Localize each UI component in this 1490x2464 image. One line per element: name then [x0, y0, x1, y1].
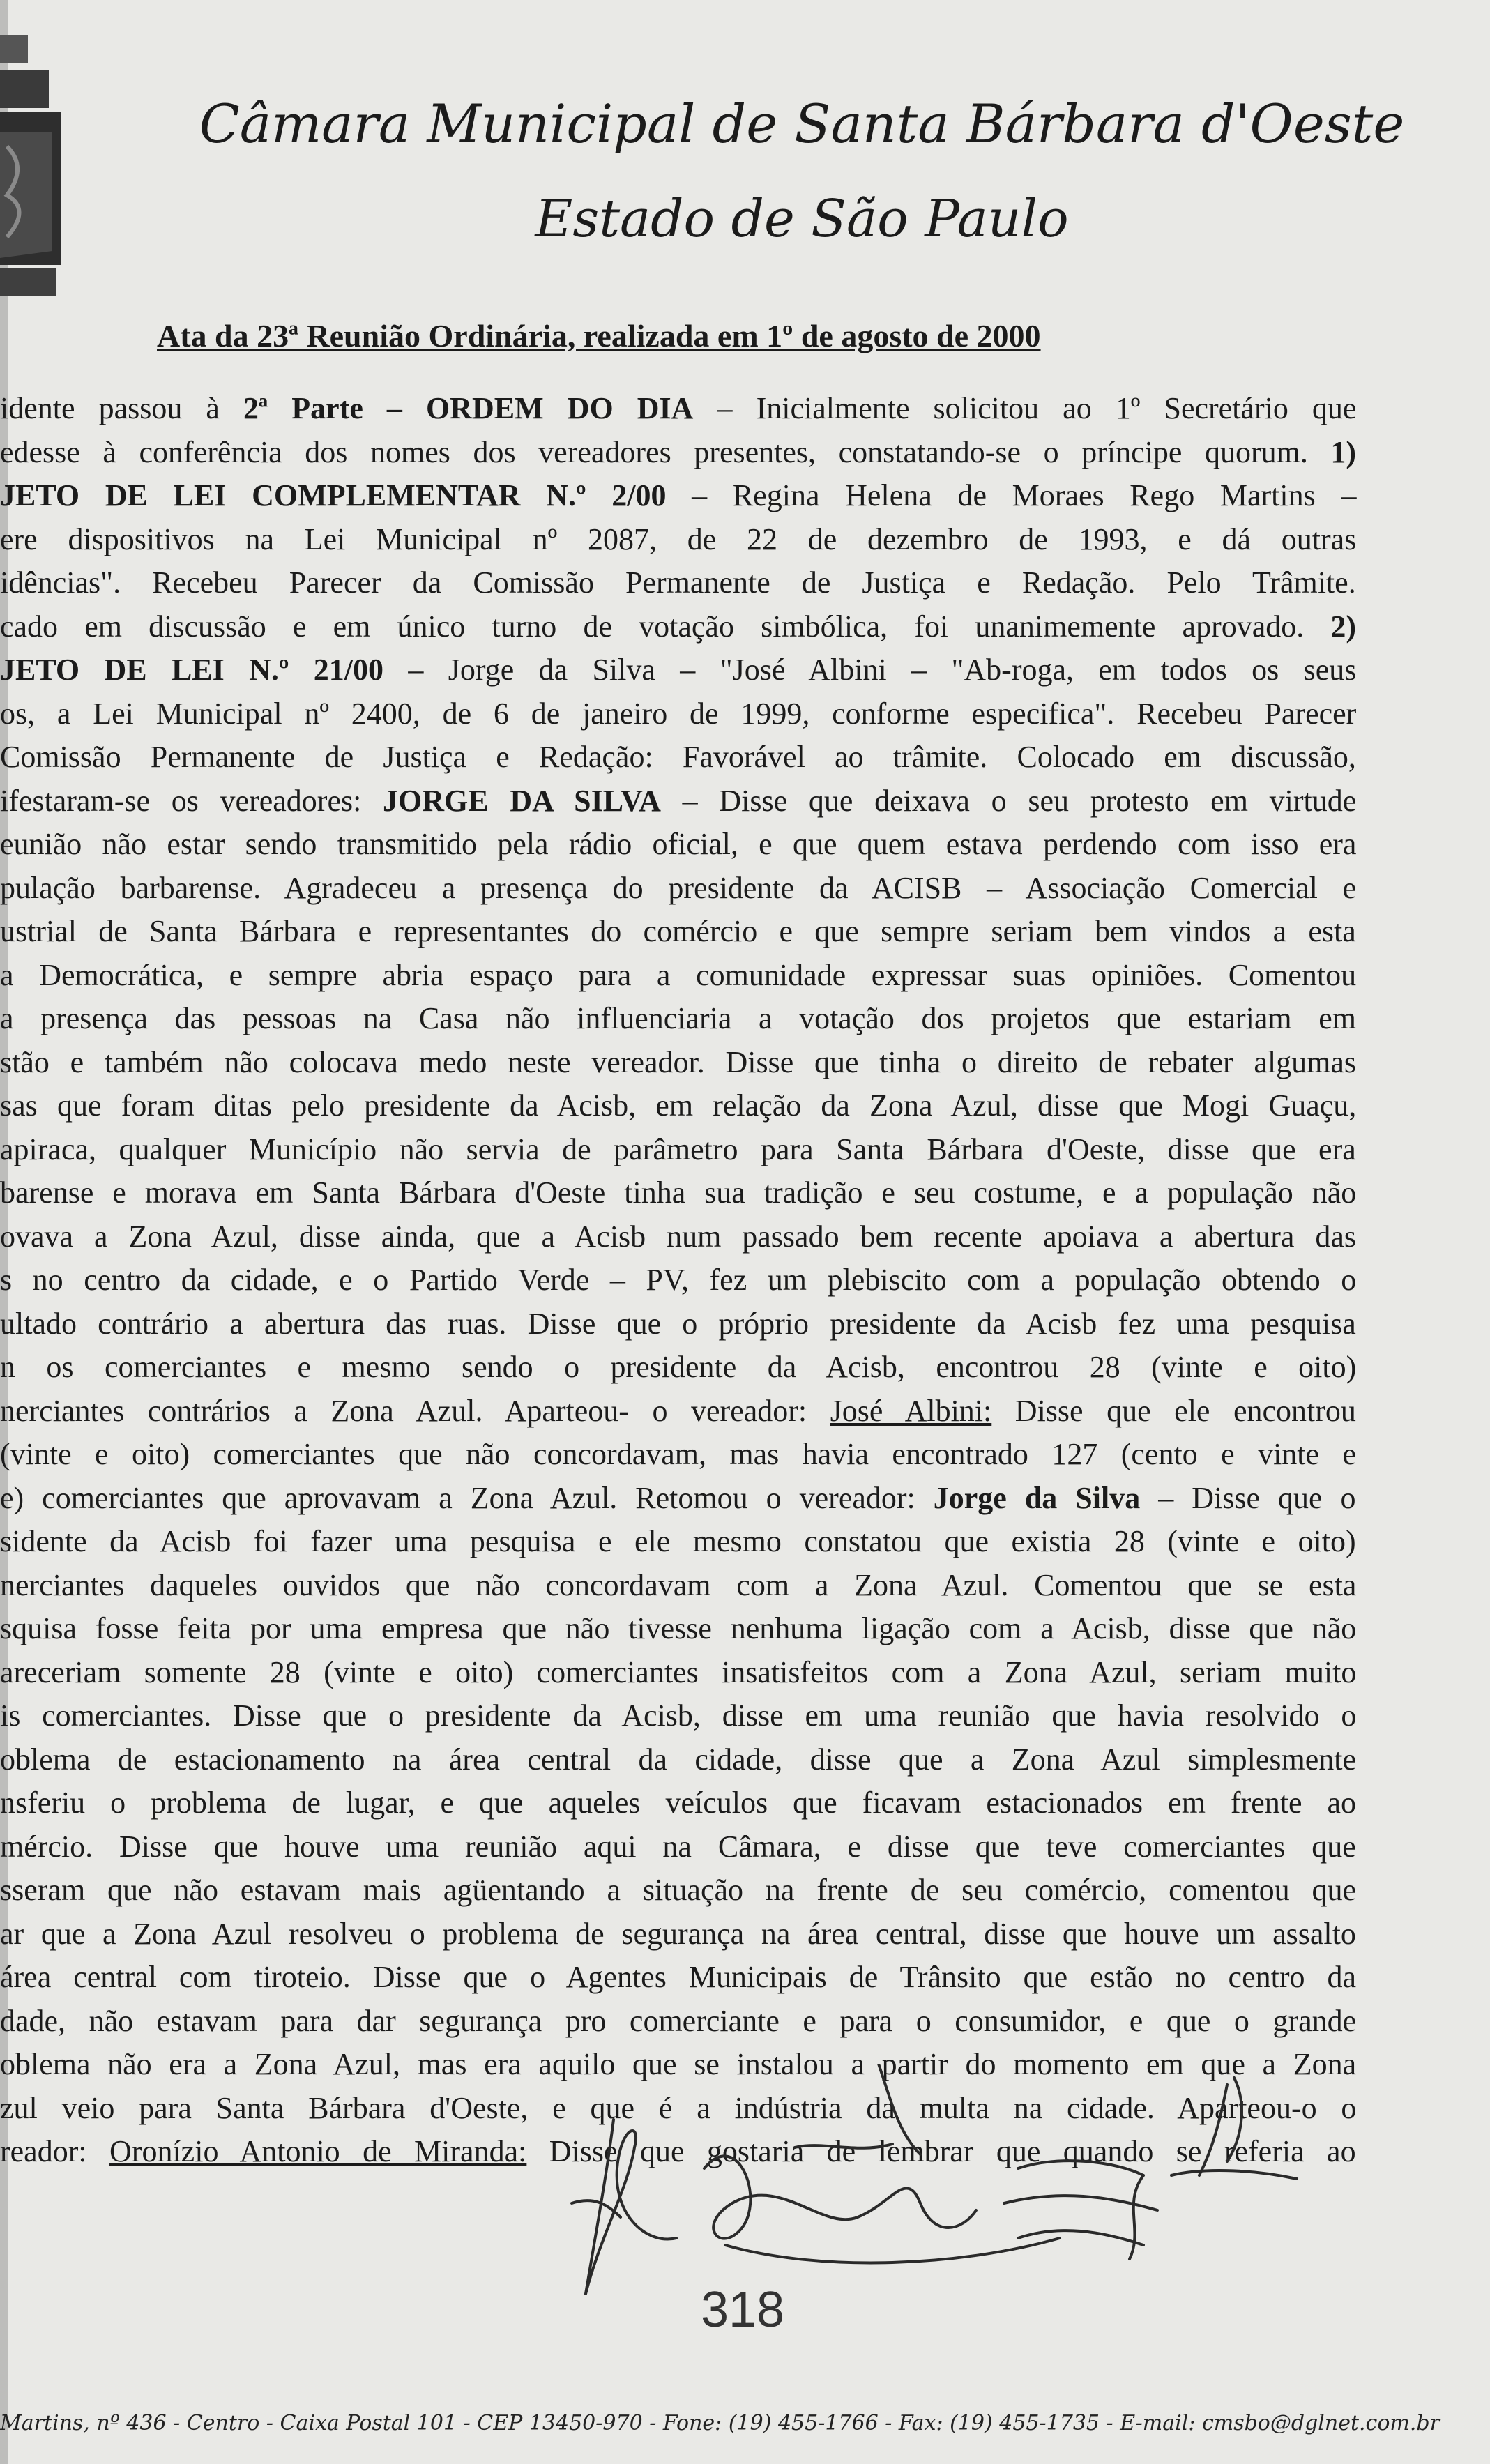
body-line: [0, 1044, 1356, 1081]
body-text: Disse que gostaria de lembrar que quando se referia ao: [526, 2134, 1356, 2168]
body-text: ar que a Zona Azul resolveu o problema de segurança na área central, disse que houve um assalto: [0, 1916, 1356, 1951]
signatures: [530, 2064, 1436, 2329]
body-line: [0, 1916, 1356, 1952]
body-line: [0, 1655, 1356, 1691]
body-text: areceriam somente 28 (vinte e oito) comerciantes insatisfeitos com a Zona Azul, seriam muito: [0, 1655, 1357, 1689]
body-text: ere dispositivos na Lei Municipal nº 2087, de 22 de dezembro de 1993, e dá outras: [0, 522, 1357, 556]
body-text: ultado contrário a abertura das ruas. Disse que o próprio presidente da Acisb fez uma pesquisa: [0, 1306, 1356, 1341]
body-text: ustrial de Santa Bárbara e representantes do comércio e que sempre seriam bem vindos a esta: [0, 914, 1356, 948]
body-text: ifestaram-se os vereadores:: [0, 783, 383, 818]
body-line: [0, 1785, 1356, 1821]
body-line: [0, 652, 1356, 688]
body-line: [0, 1306, 1356, 1342]
body-line: [0, 1088, 1356, 1124]
body-text: nerciantes daqueles ouvidos que não concordavam com a Zona Azul. Comentou que se esta: [0, 1567, 1357, 1602]
body-text: Jorge da Silva: [933, 1480, 1141, 1515]
body-line: [0, 1523, 1356, 1560]
body-line: [0, 1959, 1356, 1995]
body-line: [0, 478, 1356, 514]
letterhead: [126, 91, 1478, 252]
body-text: sidente da Acisb foi fazer uma pesquisa e ele mesmo constatou que existia 28 (vinte e oito): [0, 1524, 1356, 1558]
body-line: [0, 1349, 1356, 1385]
body-text: (vinte e oito) comerciantes que não concordavam, mas havia encontrado 127 (cento e vinte e: [0, 1437, 1357, 1471]
body-text: a Democrática, e sempre abria espaço para a comunidade expressar suas opiniões. Comentou: [0, 957, 1357, 992]
body-text: eunião não estar sendo transmitido pela rádio oficial, e que quem estava perdendo com isso era: [0, 827, 1357, 861]
body-line: [0, 870, 1356, 906]
body-line: [0, 609, 1356, 645]
body-text: apiraca, qualquer Município não servia de parâmetro para Santa Bárbara d'Oeste, disse que era: [0, 1132, 1356, 1166]
body-text: stão e também não colocava medo neste vereador. Disse que tinha o direito de rebater algumas: [0, 1044, 1357, 1079]
body-line: [0, 783, 1356, 819]
body-line: [0, 1567, 1356, 1604]
body-line: [0, 1262, 1356, 1298]
body-text: nsferiu o problema de lugar, e que aqueles veículos que ficavam estacionados em frente ao: [0, 1786, 1357, 1820]
chamber-name: Câmara Municipal de Santa Bárbara d'Oeste: [199, 93, 1405, 155]
body-text: JETO DE LEI COMPLEMENTAR N.º 2/00: [0, 478, 667, 512]
body-text: s no centro da cidade, e o Partido Verde – PV, fez um plebiscito com a população obtendo o: [0, 1263, 1357, 1297]
address-footer: Martins, nº 436 - Centro - Caixa Postal 101 - CEP 13450-970 - Fone: (19) 455-1766 - Fax: (19) 455-1735 - E-mail: cmsbo@dglnet.com.br: [0, 2411, 1440, 2435]
body-line: [0, 1611, 1356, 1647]
body-line: [0, 565, 1356, 601]
body-text: JORGE DA SILVA: [383, 783, 661, 818]
body-text: – Disse que o: [1140, 1480, 1356, 1515]
state-name: Estado de São Paulo: [535, 189, 1069, 249]
body-line: [0, 522, 1356, 558]
body-text: 2): [1330, 609, 1357, 644]
body-line: [0, 826, 1356, 862]
body-text: Comissão Permanente de Justiça e Redação: Favorável ao trâmite. Colocado em discussão,: [0, 740, 1356, 774]
body-text: ovava a Zona Azul, disse ainda, que a Acisb num passado bem recente apoiava a abertura das: [0, 1219, 1357, 1254]
body-text: idente passou à: [0, 391, 244, 425]
body-text: mércio. Disse que houve uma reunião aqui na Câmara, e disse que teve comerciantes que: [0, 1829, 1356, 1864]
body-line: [0, 913, 1356, 950]
body-line: [0, 1742, 1356, 1778]
body-text: – Jorge da Silva – "José Albini – "Ab-roga, em todos os seus: [383, 653, 1357, 687]
body-text: 1): [1330, 434, 1357, 469]
body-text: Disse que ele encontrou: [991, 1393, 1356, 1428]
body-text: pulação barbarense. Agradeceu a presença do presidente da ACISB – Associação Comercial e: [0, 870, 1357, 905]
body-line: [0, 434, 1356, 471]
body-line: [0, 1829, 1356, 1865]
body-line: [0, 2003, 1356, 2039]
body-text: José Albini:: [830, 1393, 992, 1428]
coat-of-arms-icon: [0, 28, 66, 321]
body-text: idências". Recebeu Parecer da Comissão Permanente de Justiça e Redação. Pelo Trâmite.: [0, 565, 1356, 600]
body-line: [0, 1480, 1356, 1516]
minutes-title: Ata da 23ª Reunião Ordinária, realizada em 1º de agosto de 2000: [157, 318, 1041, 353]
body-text: 2ª Parte – ORDEM DO DIA: [243, 391, 694, 425]
body-text: squisa fosse feita por uma empresa que não tivesse nenhuma ligação com a Acisb, disse que não: [0, 1611, 1357, 1645]
body-text: zul veio para Santa Bárbara d'Oeste, e que é a indústria da multa na cidade. Aparteou-o o: [0, 2090, 1357, 2125]
body-text: área central com tiroteio. Disse que o Agentes Municipais de Trânsito que estão no centro da: [0, 1960, 1357, 1994]
body-line: [0, 1132, 1356, 1168]
body-text: Oronízio Antonio de Miranda:: [109, 2134, 527, 2168]
body-text: – Inicialmente solicitou ao 1º Secretário que: [693, 391, 1357, 425]
body-text: a presença das pessoas na Casa não influenciaria a votação dos projetos que estariam em: [0, 1001, 1356, 1035]
body-text: reador:: [0, 2134, 110, 2168]
body-text: edesse à conferência dos nomes dos vereadores presentes, constatando-se o príncipe quorum.: [0, 434, 1331, 469]
body-text: n os comerciantes e mesmo sendo o presidente da Acisb, encontrou 28 (vinte e oito): [0, 1350, 1357, 1384]
body-line: [0, 1175, 1356, 1211]
body-line: [0, 957, 1356, 994]
body-line: [0, 696, 1356, 732]
body-text: dade, não estavam para dar segurança pro comerciante e para o consumidor, e que o grande: [0, 2003, 1357, 2038]
body-text: is comerciantes. Disse que o presidente da Acisb, disse em uma reunião que havia resolvido o: [0, 1698, 1357, 1733]
body-text: – Disse que deixava o seu protesto em virtude: [660, 783, 1357, 818]
body-text: barense e morava em Santa Bárbara d'Oeste tinha sua tradição e seu costume, e a população não: [0, 1176, 1357, 1210]
body-text: sas que foram ditas pelo presidente da Acisb, em relação da Zona Azul, disse que Mogi Guaçu,: [0, 1088, 1357, 1123]
body-text: oblema não era a Zona Azul, mas era aquilo que se instalou a partir do momento em que a Zona: [0, 2047, 1357, 2081]
body-text: sseram que não estavam mais agüentando a situação na frente de seu comércio, comentou que: [0, 1873, 1357, 1907]
body-text: cado em discussão e em único turno de votação simbólica, foi unanimemente aprovado.: [0, 609, 1331, 644]
body-text: os, a Lei Municipal nº 2400, de 6 de janeiro de 1999, conforme especifica". Recebeu Parecer: [0, 696, 1357, 731]
body-text: JETO DE LEI N.º 21/00: [0, 653, 384, 687]
body-line: [0, 1393, 1356, 1429]
page-number: 318: [701, 2282, 785, 2338]
body-line: [0, 739, 1356, 775]
body-line: [0, 1872, 1356, 1908]
body-line: [0, 390, 1356, 427]
body-line: [0, 1436, 1356, 1473]
body-text: nerciantes contrários a Zona Azul. Aparteou- o vereador:: [0, 1393, 830, 1428]
body-line: [0, 1219, 1356, 1255]
body-text: – Regina Helena de Moraes Rego Martins –: [666, 478, 1357, 512]
body-text: oblema de estacionamento na área central da cidade, disse que a Zona Azul simplesmente: [0, 1742, 1357, 1777]
body-text: e) comerciantes que aprovavam a Zona Azul. Retomou o vereador:: [0, 1480, 934, 1515]
body-line: [0, 1001, 1356, 1037]
body-line: [0, 1698, 1356, 1734]
